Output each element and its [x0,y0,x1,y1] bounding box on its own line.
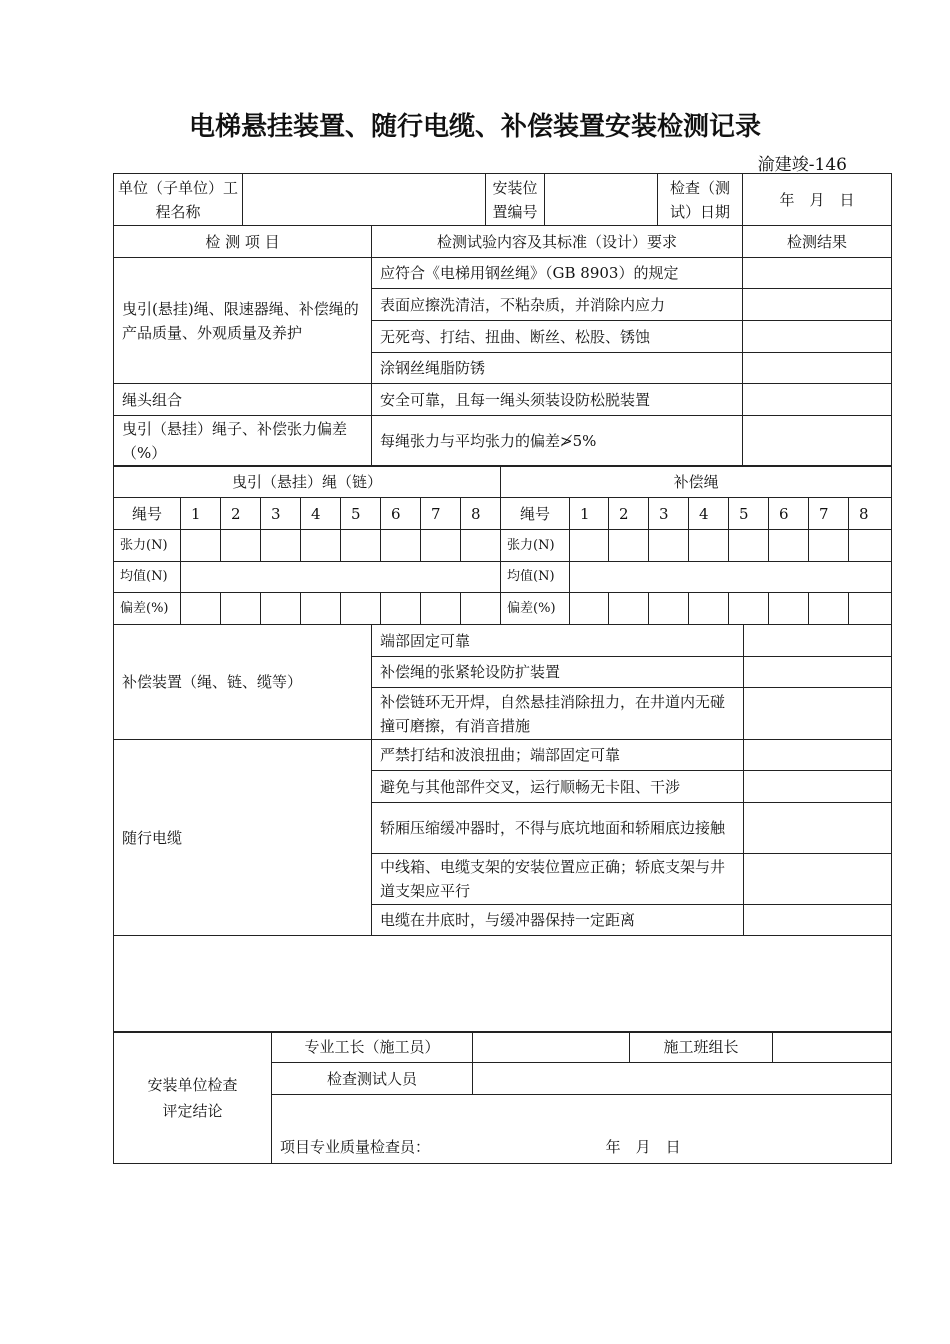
rope-number: 1 [570,498,609,530]
travel-cable-requirement: 严禁打结和波浪扭曲；端部固定可靠 [372,740,744,771]
column-header-requirement: 检测试验内容及其标准（设计）要求 [372,226,743,258]
compensation-requirement: 端部固定可靠 [372,625,744,657]
quality-inspector-label: 项目专业质量检查员： [280,1138,431,1156]
rope-quality-requirement: 应符合《电梯用钢丝绳》（GB 8903）的规定 [372,258,743,289]
tension-requirement: 每绳张力与平均张力的偏差≯5% [372,416,743,467]
result-cell[interactable] [744,905,892,936]
tension-cell[interactable] [649,530,689,562]
signature-date: 年 月 日 [605,1138,681,1156]
compensation-label: 补偿装置（绳、链、缆等） [114,625,372,740]
rope-number: 3 [261,498,301,530]
deviation-cell[interactable] [261,593,301,625]
rope-number: 1 [181,498,221,530]
installer-conclusion-text: 安装单位检查评定结论 [147,1075,238,1120]
inspection-table-bottom [113,624,891,1033]
tension-cell[interactable] [769,530,809,562]
tension-cell[interactable] [689,530,729,562]
result-cell[interactable] [743,258,892,289]
document-code: 渝建竣-146 [757,155,847,175]
inspector-signature[interactable] [473,1063,892,1095]
result-cell[interactable] [743,289,892,321]
tension-cell[interactable] [221,530,261,562]
tension-cell[interactable] [461,530,501,562]
rope-number: 4 [301,498,341,530]
signature-table [113,1031,891,1164]
tension-cell[interactable] [809,530,849,562]
tension-cell[interactable] [181,530,221,562]
rope-quality-requirement: 表面应擦洗清洁，不粘杂质，并消除内应力 [372,289,743,321]
column-header-result: 检测结果 [743,226,892,258]
travel-cable-requirement: 中线箱、电缆支架的安装位置应正确；轿底支架与井道支架应平行 [372,854,744,905]
check-date-label: 检查（测试）日期 [658,174,743,226]
result-cell[interactable] [744,854,892,905]
deviation-cell[interactable] [381,593,421,625]
travel-cable-requirement: 避免与其他部件交叉，运行顺畅无卡阻、干涉 [372,771,744,803]
rope-number: 7 [421,498,461,530]
deviation-cell[interactable] [609,593,649,625]
check-date-value[interactable]: 年 月 日 [743,174,892,226]
team-leader-signature[interactable] [773,1032,892,1063]
mean-cell[interactable] [570,562,892,593]
compensation-requirement: 补偿链环无开焊，自然悬挂消除扭力，在井道内无碰撞可磨擦，有消音措施 [372,688,744,740]
team-leader-label: 施工班组长 [630,1032,773,1063]
rope-number: 5 [341,498,381,530]
result-cell[interactable] [743,416,892,467]
rope-number: 8 [849,498,892,530]
deviation-cell[interactable] [301,593,341,625]
traction-rope-title: 曳引（悬挂）绳（链） [114,466,501,498]
rope-head-label: 绳头组合 [114,384,372,416]
document-title: 电梯悬挂装置、随行电缆、补偿装置安装检测记录 [188,112,761,142]
deviation-row-label: 偏差(%) [501,593,570,625]
rope-number: 5 [729,498,769,530]
rope-number: 2 [609,498,649,530]
mean-row-label: 均值(N) [114,562,181,593]
compensation-requirement: 补偿绳的张紧轮设防扩装置 [372,657,744,688]
deviation-cell[interactable] [809,593,849,625]
deviation-cell[interactable] [570,593,609,625]
result-cell[interactable] [744,740,892,771]
tension-cell[interactable] [421,530,461,562]
rope-number: 3 [649,498,689,530]
tension-label: 曳引（悬挂）绳子、补偿张力偏差（%） [114,416,372,467]
tension-cell[interactable] [570,530,609,562]
rope-number-label: 绳号 [114,498,181,530]
unit-name-value[interactable] [243,174,486,226]
result-cell[interactable] [744,803,892,854]
deviation-cell[interactable] [461,593,501,625]
tension-cell[interactable] [849,530,892,562]
result-cell[interactable] [744,625,892,657]
travel-cable-requirement: 轿厢压缩缓冲器时，不得与底坑地面和轿厢底边接触 [372,803,744,854]
rope-quality-label: 曳引(悬挂)绳、限速器绳、补偿绳的产品质量、外观质量及养护 [114,258,372,384]
travel-cable-label: 随行电缆 [114,740,372,936]
deviation-cell[interactable] [181,593,221,625]
column-header-item: 检 测 项 目 [114,226,372,258]
rope-number: 4 [689,498,729,530]
tension-grid [113,465,891,625]
tension-cell[interactable] [301,530,341,562]
tension-row-label: 张力(N) [114,530,181,562]
deviation-cell[interactable] [689,593,729,625]
inspection-table-top [113,173,891,467]
rope-number: 7 [809,498,849,530]
install-position-value[interactable] [545,174,658,226]
install-position-label: 安装位置编号 [486,174,545,226]
tension-cell[interactable] [729,530,769,562]
tension-cell[interactable] [609,530,649,562]
mean-row-label: 均值(N) [501,562,570,593]
rope-quality-requirement: 涂钢丝绳脂防锈 [372,353,743,384]
deviation-cell[interactable] [649,593,689,625]
deviation-cell[interactable] [421,593,461,625]
quality-inspector-cell[interactable] [272,1095,892,1164]
rope-number: 6 [381,498,421,530]
foreman-signature[interactable] [473,1032,630,1063]
rope-number: 2 [221,498,261,530]
deviation-cell[interactable] [341,593,381,625]
rope-number: 6 [769,498,809,530]
foreman-label: 专业工长（施工员） [272,1032,473,1063]
unit-name-label: 单位（子单位）工程名称 [114,174,243,226]
tension-row-label: 张力(N) [501,530,570,562]
result-cell[interactable] [743,384,892,416]
travel-cable-requirement: 电缆在井底时，与缓冲器保持一定距离 [372,905,744,936]
result-cell[interactable] [744,771,892,803]
deviation-row-label: 偏差(%) [114,593,181,625]
rope-head-requirement: 安全可靠，且每一绳头须装设防松脱装置 [372,384,743,416]
tension-cell[interactable] [381,530,421,562]
result-cell[interactable] [744,657,892,688]
remarks-area[interactable] [114,936,892,1033]
tension-cell[interactable] [261,530,301,562]
rope-quality-requirement: 无死弯、打结、扭曲、断丝、松股、锈蚀 [372,321,743,353]
deviation-cell[interactable] [849,593,892,625]
deviation-cell[interactable] [729,593,769,625]
mean-cell[interactable] [181,562,501,593]
rope-number-label: 绳号 [501,498,570,530]
compensation-rope-title: 补偿绳 [501,466,892,498]
tension-cell[interactable] [341,530,381,562]
inspector-label: 检查测试人员 [272,1063,473,1095]
result-cell[interactable] [743,353,892,384]
deviation-cell[interactable] [221,593,261,625]
rope-number: 8 [461,498,501,530]
result-cell[interactable] [743,321,892,353]
deviation-cell[interactable] [769,593,809,625]
result-cell[interactable] [744,688,892,740]
installer-conclusion-label [114,1032,272,1164]
